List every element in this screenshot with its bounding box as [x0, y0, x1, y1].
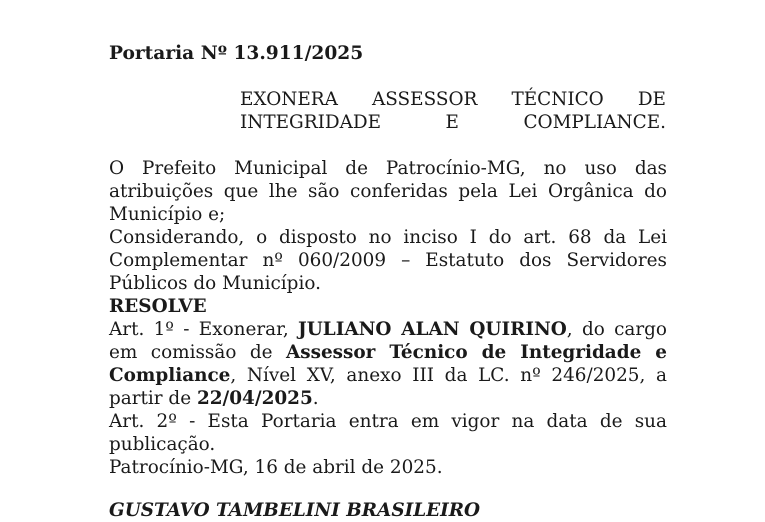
- document-body: [109, 157, 667, 479]
- signature-name: GUSTAVO TAMBELINI BRASILEIRO: [109, 500, 481, 521]
- article-1-rest: , Nível XV, anexo III da LC. nº 246/2025, a partir de: [109, 365, 667, 409]
- document-title: Portaria Nº 13.911/2025: [109, 43, 364, 64]
- article-1: [109, 318, 667, 410]
- article-1-mid: , do cargo em comissão de: [109, 319, 667, 363]
- ementa: EXONERA ASSESSOR TÉCNICO DE INTEGRIDADE E COMPLIANCE.: [240, 89, 666, 133]
- effective-date: 22/04/2025: [196, 388, 313, 409]
- role-title: Assessor Técnico de Integridade e Compliance: [109, 342, 668, 386]
- place-and-date: Patrocínio-MG, 16 de abril de 2025.: [109, 457, 443, 478]
- resolve-heading: RESOLVE: [109, 296, 207, 317]
- preamble: O Prefeito Municipal de Patrocínio-MG, no uso das atribuições que lhe são conferidas pela Lei Orgânica do Município e;: [109, 158, 667, 225]
- article-2: Art. 2º - Esta Portaria entra em vigor na data de sua publicação.: [109, 411, 667, 455]
- exonerated-name: JULIANO ALAN QUIRINO: [298, 319, 567, 340]
- article-1-end: .: [312, 388, 319, 409]
- article-1-prefix: Art. 1º - Exonerar,: [109, 319, 299, 340]
- considering-clause: Considerando, o disposto no inciso I do art. 68 da Lei Complementar nº 060/2009 – Estatuto dos Servidores Públicos do Município.: [109, 227, 667, 294]
